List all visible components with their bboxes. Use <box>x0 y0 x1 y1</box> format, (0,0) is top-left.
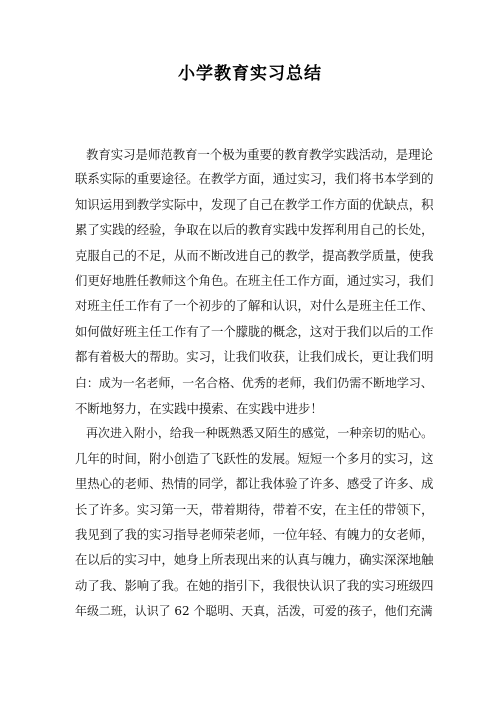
text-line: 我见到了我的实习指导老师荣老师，一位年轻、有魄力的女老师， <box>75 528 433 542</box>
text-line: 克服自己的不足，从而不断改进自己的教学，提高教学质量，使我 <box>75 248 433 263</box>
text-line: 知识运用到教学实际中，发现了自己在教学工作方面的优缺点，积 <box>75 197 433 212</box>
text-line: 再次进入附小，给我一种既熟悉又陌生的感觉，一种亲切的贴心。 <box>86 426 433 441</box>
text-line: 里热心的老师、热情的同学，都让我体验了许多、感受了许多、成 <box>75 477 433 492</box>
text-line: 不断地努力，在实践中摸索、在实践中进步！ <box>75 401 323 416</box>
text-line: 联系实际的重要途径。在教学方面，通过实习，我们将书本学到的 <box>75 172 433 187</box>
text-line: 如何做好班主任工作有了一个朦胧的概念，这对于我们以后的工作 <box>75 324 433 339</box>
text-line: 长了许多。实习第一天，带着期待，带着不安，在主任的带领下， <box>75 502 433 517</box>
text-line: 对班主任工作有了一个初步的了解和认识，对什么是班主任工作、 <box>75 299 433 314</box>
text-line: 动了我、影响了我。在她的指引下，我很快认识了我的实习班级四 <box>75 578 433 593</box>
text-line: 累了实践的经验，争取在以后的教育实践中发挥利用自己的长处， <box>75 223 433 238</box>
text-line: 几年的时间，附小创造了飞跃性的发展。短短一个多月的实习，这 <box>75 451 433 466</box>
text-line: 们更好地胜任教师这个角色。在班主任工作方面，通过实习，我们 <box>75 274 433 288</box>
text-line: 都有着极大的帮助。实习，让我们收获，让我们成长，更让我们明 <box>75 350 433 365</box>
text-line: 教育实习是师范教育一个极为重要的教育教学实践活动，是理论 <box>86 147 433 162</box>
text-line: 年级二班，认识了 62 个聪明、天真，活泼，可爱的孩子，他们充满 <box>75 604 433 619</box>
text-line: 白：成为一名老师，一名合格、优秀的老师，我们仍需不断地学习、 <box>75 375 433 390</box>
text-line: 在以后的实习中，她身上所表现出来的认真与魄力，确实深深地触 <box>75 553 433 568</box>
document-title: 小学教育实习总结 <box>178 64 322 84</box>
